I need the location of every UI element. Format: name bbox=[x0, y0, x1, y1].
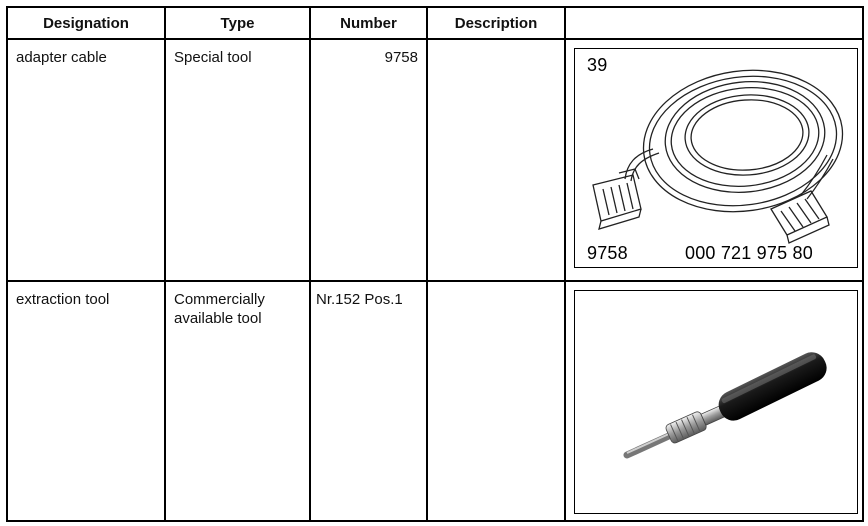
adapter-cable-image bbox=[574, 48, 858, 268]
header-designation: Designation bbox=[7, 7, 165, 39]
header-row bbox=[7, 7, 863, 39]
cell-type: Special tool bbox=[165, 39, 310, 281]
extraction-tool-icon bbox=[575, 291, 857, 513]
cell-number: 9758 bbox=[310, 39, 427, 281]
cell-designation: adapter cable bbox=[7, 39, 165, 281]
cell-designation: extraction tool bbox=[7, 281, 165, 521]
cell-type: Commercially available tool bbox=[165, 281, 310, 521]
drawing-number-label: 39 bbox=[587, 55, 608, 75]
extraction-tool-image bbox=[574, 290, 858, 514]
part-number-label: 000 721 975 80 bbox=[685, 243, 813, 263]
header-description: Description bbox=[427, 7, 565, 39]
header-type: Type bbox=[165, 7, 310, 39]
table-row bbox=[7, 39, 863, 281]
cell-number: Nr.152 Pos.1 bbox=[310, 281, 427, 521]
header-number: Number bbox=[310, 7, 427, 39]
tools-table bbox=[6, 6, 864, 522]
header-image bbox=[565, 7, 863, 39]
cell-description bbox=[427, 281, 565, 521]
cell-image bbox=[565, 281, 863, 521]
table-row bbox=[7, 281, 863, 521]
cell-description bbox=[427, 39, 565, 281]
cell-image bbox=[565, 39, 863, 281]
tool-number-label: 9758 bbox=[587, 243, 628, 263]
adapter-cable-icon bbox=[575, 49, 857, 267]
